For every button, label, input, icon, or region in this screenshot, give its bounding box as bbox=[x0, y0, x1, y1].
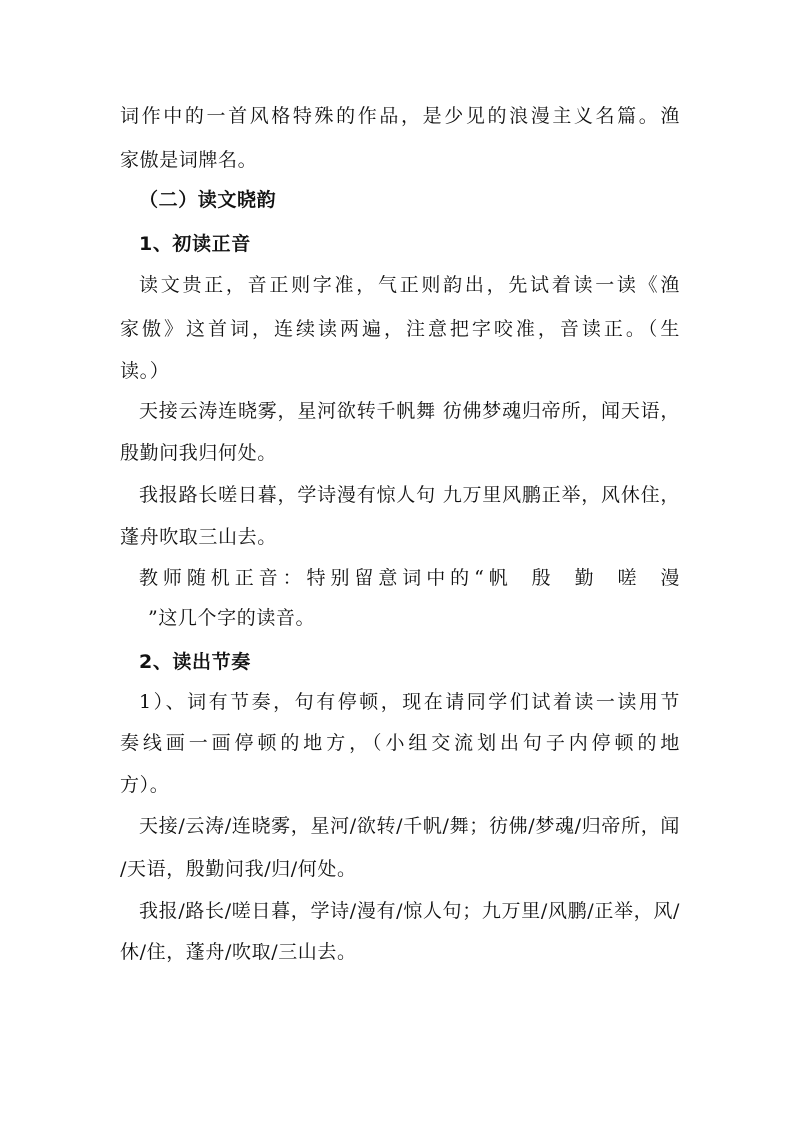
pronunciation-line-2: ”这几个字的读音。 bbox=[148, 607, 316, 629]
rhythm-poem-line-1: 天接/云涛/连晓雾，星河/欲转/千帆/舞；彷佛/梦魂/归帝所，闻 bbox=[139, 815, 680, 837]
rhythm-paragraph-line-3: 方）。 bbox=[120, 774, 170, 796]
paragraph-line-4: 家傲》这首词，连续读两遍，注意把字咬准，音读正。（生 bbox=[120, 318, 680, 340]
rhythm-poem-line-2: /天语，殷勤问我/归/何处。 bbox=[120, 858, 357, 880]
rhythm-paragraph-line-2: 奏线画一画停顿的地方，（小组交流划出句子内停顿的地 bbox=[120, 732, 680, 754]
section-heading-2: （二）读文晓韵 bbox=[139, 189, 277, 211]
subsection-heading-2: 2、读出节奏 bbox=[139, 651, 251, 673]
subsection-heading-1: 1、初读正音 bbox=[139, 233, 251, 255]
paragraph-line-5: 读。） bbox=[120, 360, 170, 382]
poem-line-4: 蓬舟吹取三山去。 bbox=[120, 526, 277, 548]
rhythm-poem-line-4: 休/住，蓬舟/吹取/三山去。 bbox=[120, 941, 357, 963]
poem-line-3: 我报路长嗟日暮，学诗漫有惊人句 九万里风鹏正举，风休住， bbox=[139, 484, 680, 506]
poem-line-2: 殷勤问我归何处。 bbox=[120, 442, 277, 464]
paragraph-line-2: 家傲是词牌名。 bbox=[120, 149, 258, 171]
rhythm-paragraph-line-1: 1）、词有节奏，句有停顿，现在请同学们试着读一读用节 bbox=[139, 691, 680, 713]
paragraph-line-3: 读文贵正，音正则字准，气正则韵出，先试着读一读《渔 bbox=[139, 274, 680, 296]
pronunciation-line-1: 教师随机正音：特别留意词中的“帆 殷 勤 嗟 漫 bbox=[139, 567, 680, 589]
paragraph-line-1: 词作中的一首风格特殊的作品，是少见的浪漫主义名篇。渔 bbox=[120, 105, 680, 127]
poem-line-1: 天接云涛连晓雾，星河欲转千帆舞 彷佛梦魂归帝所，闻天语， bbox=[139, 400, 680, 422]
rhythm-poem-line-3: 我报/路长/嗟日暮，学诗/漫有/惊人句；九万里/风鹏/正举，风/ bbox=[139, 900, 680, 922]
